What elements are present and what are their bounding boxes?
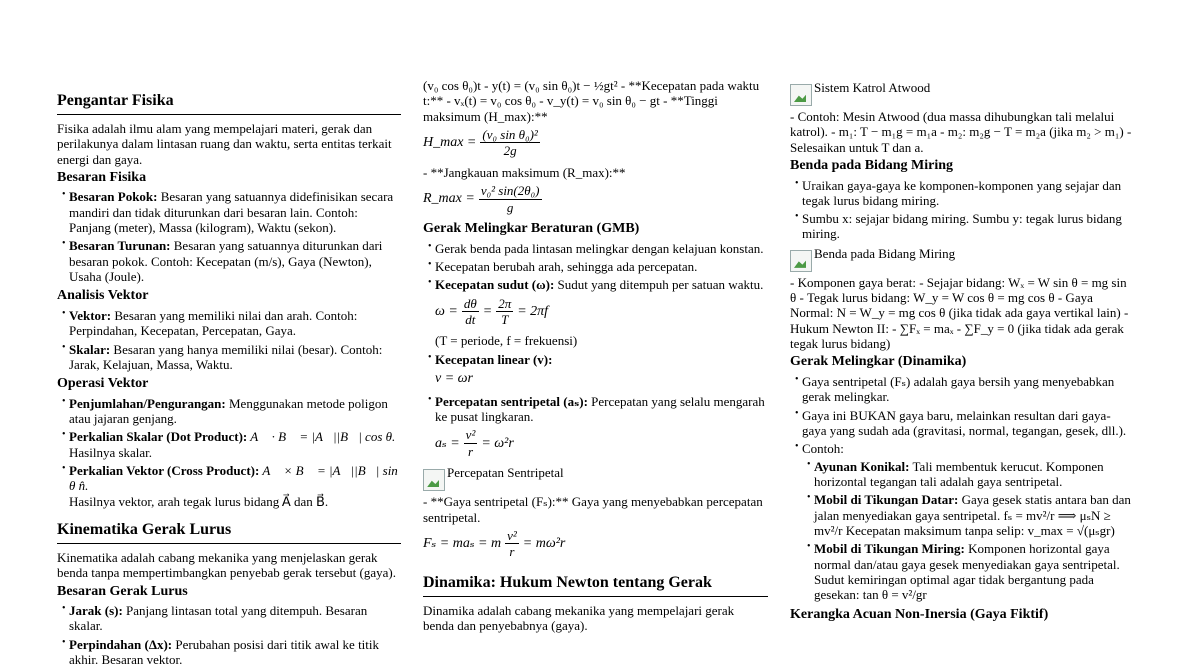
paragraph: - **Jangkauan maksimum (R_max):** xyxy=(423,164,626,180)
formula-lhs: H_max = xyxy=(423,135,477,151)
term: Ayunan Konikal: xyxy=(814,458,910,474)
section-title-dinamika: Dinamika: Hukum Newton tentang Gerak xyxy=(423,574,768,597)
list-item: • Gaya sentripetal (Fₛ) adalah gaya bersih yang menyebabkan gerak melingkar. xyxy=(802,374,1132,405)
term: Kecepatan sudut (ω): xyxy=(435,277,555,293)
subsection-title: Gerak Melingkar Beraturan (GMB) xyxy=(423,221,640,237)
definition: Besaran yang memiliki nilai dan arah. Contoh: Perpindahan, Kecepatan, Percepatan, Gaya. xyxy=(69,307,358,339)
column-1 xyxy=(57,78,401,671)
term: Besaran Turunan: xyxy=(69,238,171,254)
image-alt-text: Sistem Katrol Atwood xyxy=(814,80,931,95)
list-item: • Kecepatan berubah arah, sehingga ada percepatan. xyxy=(435,259,768,274)
term: Perkalian Vektor (Cross Product): xyxy=(69,463,260,478)
paragraph: Dinamika adalah cabang mekanika yang mempelajari gerak benda dan penyebabnya (gaya). xyxy=(423,602,735,633)
paragraph: (v₀ cos θ₀)t - y(t) = (v₀ sin θ₀)t − ½gt² - **Kecepatan pada waktu t:** - vₓ(t) = v₀ cos θ₀ - v_y(t) = v₀ sin θ₀ − gt - **Tinggi maksimum (H_max):** xyxy=(423,78,760,124)
subsection-title: Kerangka Acuan Non-Inersia (Gaya Fiktif) xyxy=(790,606,1049,622)
definition: Gaya gesek statis antara ban dan jalan menyediakan gaya sentripetal. fₛ = mv²/r ⟹ μₛN ≥ mv²/r Kecepatan maksimum tanpa selip: v_max = √(μₛgr) xyxy=(814,492,1131,538)
fraction xyxy=(496,297,513,328)
fraction xyxy=(505,529,519,560)
image-alt-text: Percepatan Sentripetal xyxy=(447,465,564,481)
list xyxy=(790,374,1132,603)
note: (T = periode, f = frekuensi) xyxy=(435,333,578,349)
list-item xyxy=(435,394,768,460)
list-item xyxy=(69,308,401,339)
formula-rhs: = mω²r xyxy=(522,536,566,552)
list xyxy=(57,189,401,284)
list-item xyxy=(435,352,768,388)
numerator: v₀² sin(2θ₀) xyxy=(480,183,540,199)
list-item: • Gerak benda pada lintasan melingkar dengan kelajuan konstan. xyxy=(435,241,768,256)
formula-lhs: R_max = xyxy=(423,191,475,207)
definition: Percepatan yang selalu mengarah ke pusat lingkaran. xyxy=(435,393,765,424)
term: Mobil di Tikungan Miring: xyxy=(814,541,965,557)
denominator: g xyxy=(506,199,514,215)
term: Perkalian Skalar (Dot Product): xyxy=(69,429,248,445)
term: Vektor: xyxy=(69,307,112,323)
definition: Tali membentuk kerucut. Komponen horizontal tegangan tali adalah gaya sentripetal. xyxy=(814,458,1104,489)
formula-v: v = ωr xyxy=(435,371,473,387)
list-item: • Gaya ini BUKAN gaya baru, melainkan resultan dari gaya-gaya yang sudah ada (gravitasi, normal, tegangan, gesek, dll.). xyxy=(802,408,1132,439)
formula: A⃗ × B⃗ = |A⃗||B⃗| sin θ n̂. xyxy=(69,463,398,494)
fraction xyxy=(480,128,539,159)
fraction xyxy=(462,297,479,328)
broken-image-icon xyxy=(790,84,812,106)
definition: Hasilnya skalar. xyxy=(69,444,153,460)
list-item xyxy=(814,492,1132,538)
list-item xyxy=(802,441,1132,602)
image-alt-text: Benda pada Bidang Miring xyxy=(814,245,956,261)
subsection-title: Gerak Melingkar (Dinamika) xyxy=(790,354,967,370)
list-item xyxy=(69,429,401,460)
list-item xyxy=(435,277,768,349)
formula: A⃗ · B⃗ = |A⃗||B⃗| cos θ. xyxy=(247,429,396,445)
definition: Besaran yang hanya memiliki nilai (besar). Contoh: Jarak, Kelajuan, Massa, Waktu. xyxy=(69,341,383,372)
term: Penjumlahan/Pengurangan: xyxy=(69,395,226,411)
image-placeholder xyxy=(790,246,1132,272)
term: Mobil di Tikungan Datar: xyxy=(814,492,959,508)
sub-list xyxy=(802,459,1132,603)
definition: Besaran yang satuannya didefinisikan secara mandiri dan tidak diturunkan dari besaran lain. Contoh: Panjang (meter), Massa (kilogram), Waktu (sekon). xyxy=(69,189,394,236)
list xyxy=(57,308,401,372)
definition: Sudut yang ditempuh per satuan waktu. xyxy=(554,277,764,293)
column-2 xyxy=(423,78,768,636)
denominator: r xyxy=(467,443,474,459)
numerator: v² xyxy=(507,527,517,543)
formula-rmax xyxy=(423,184,768,215)
term: Perpindahan (Δx): xyxy=(69,636,173,652)
definition: Komponen horizontal gaya normal dan/atau gaya gesek menyediakan gaya sentripetal. Sudut kemiringan optimal agar tidak bergantung pada gesekan: tan θ = v²/gr xyxy=(814,541,1120,603)
list-item xyxy=(69,238,401,284)
list-item xyxy=(814,541,1132,602)
list-item xyxy=(69,637,401,668)
formula-rhs: = 2πf xyxy=(517,303,549,319)
list xyxy=(57,603,401,667)
subsection-title: Analisis Vektor xyxy=(57,288,149,304)
numerator: (v₀ sin θ₀)² xyxy=(482,126,538,142)
numerator: dθ xyxy=(463,295,477,311)
column-3 xyxy=(790,78,1132,626)
broken-image-icon xyxy=(790,250,812,272)
section-title-kinematika: Kinematika Gerak Lurus xyxy=(57,521,401,544)
paragraph: - **Gaya sentripetal (Fₛ):** Gaya yang menyebabkan percepatan sentripetal. xyxy=(423,494,763,525)
list-item: • Uraikan gaya-gaya ke komponen-komponen yang sejajar dan tegak lurus bidang miring. xyxy=(802,178,1132,209)
list-item xyxy=(814,459,1132,490)
subsection-title: Besaran Gerak Lurus xyxy=(57,583,188,599)
formula-omega xyxy=(435,297,768,328)
formula-hmax xyxy=(423,128,768,159)
denominator: r xyxy=(509,544,515,560)
fraction xyxy=(464,428,478,459)
definition: Hasilnya vektor, arah tegak lurus bidang A⃗ dan B⃗. xyxy=(69,493,329,509)
list-item xyxy=(69,463,401,509)
section-title-pengantar: Pengantar Fisika xyxy=(57,92,401,115)
list xyxy=(790,178,1132,242)
formula-as xyxy=(435,428,768,459)
formula-lhs: aₛ = xyxy=(435,435,460,451)
paragraph: - Contoh: Mesin Atwood (dua massa dihubungkan tali melalui katrol). - m₁: T − m₁g = m₁a - m₂: m₂g − T = m₂a (jika m₂ > m₁) - Selesaikan untuk T dan a. xyxy=(790,109,1132,155)
list-item xyxy=(69,603,401,634)
denominator: T xyxy=(501,311,509,327)
term: Besaran Pokok: xyxy=(69,189,158,205)
image-placeholder xyxy=(790,80,1132,106)
term: Skalar: xyxy=(69,341,111,357)
subsection-title: Besaran Fisika xyxy=(57,169,147,185)
numerator: 2π xyxy=(498,295,512,311)
paragraph: Kinematika adalah cabang mekanika yang menjelaskan gerak benda tanpa mempertimbangkan penyebab gerak tersebut (gaya). xyxy=(57,549,396,581)
term: Kecepatan linear (v): xyxy=(435,351,553,367)
term: Jarak (s): xyxy=(69,603,123,619)
denominator: dt xyxy=(465,311,476,327)
list-item xyxy=(69,189,401,235)
term: Percepatan sentripetal (aₛ): xyxy=(435,393,588,409)
definition: Panjang lintasan total yang ditempuh. Besaran skalar. xyxy=(69,603,368,634)
list xyxy=(423,241,768,460)
list xyxy=(57,396,401,509)
definition: Menggunakan metode poligon atau jajaran genjang. xyxy=(69,395,388,427)
list-item: • Sumbu x: sejajar bidang miring. Sumbu y: tegak lurus bidang miring. xyxy=(802,211,1132,242)
definition: Perubahan posisi dari titik awal ke titik akhir. Besaran vektor. xyxy=(69,636,380,668)
formula-lhs: Fₛ = maₛ = m xyxy=(423,536,502,552)
broken-image-icon xyxy=(423,469,445,491)
list-item xyxy=(69,342,401,373)
subsection-title: Benda pada Bidang Miring xyxy=(790,157,953,173)
fraction xyxy=(479,184,542,215)
list-item xyxy=(69,396,401,427)
numerator: v² xyxy=(465,427,476,443)
formula-lhs: ω = xyxy=(435,303,458,319)
definition: Besaran yang satuannya diturunkan dari besaran pokok. Contoh: Kecepatan (m/s), Gaya (Newton), Usaha (Joule). xyxy=(69,238,383,285)
paragraph: Fisika adalah ilmu alam yang mempelajari materi, gerak dan perilakunya dalam lintasan ruang dan waktu, serta entitas terkait energi dan gaya. xyxy=(57,120,392,167)
subsection-title: Operasi Vektor xyxy=(57,376,149,392)
list-label: Contoh: xyxy=(802,441,844,457)
image-placeholder xyxy=(423,465,768,491)
formula-fs xyxy=(423,529,768,560)
denominator: 2g xyxy=(503,143,517,159)
formula-equals: = xyxy=(482,303,493,319)
formula-rhs: = ω²r xyxy=(481,435,514,451)
paragraph: - Komponen gaya berat: - Sejajar bidang: Wₓ = W sin θ = mg sin θ - Tegak lurus bidang: W_y = W cos θ = mg cos θ - Gaya Normal: N = W_y = mg cos θ (jika tidak ada gaya vertikal lain) - Hukum Newton II: - ∑Fₓ = maₓ - ∑F_y = 0 (jika tidak ada gerak tegak lurus bidang) xyxy=(790,274,1129,352)
